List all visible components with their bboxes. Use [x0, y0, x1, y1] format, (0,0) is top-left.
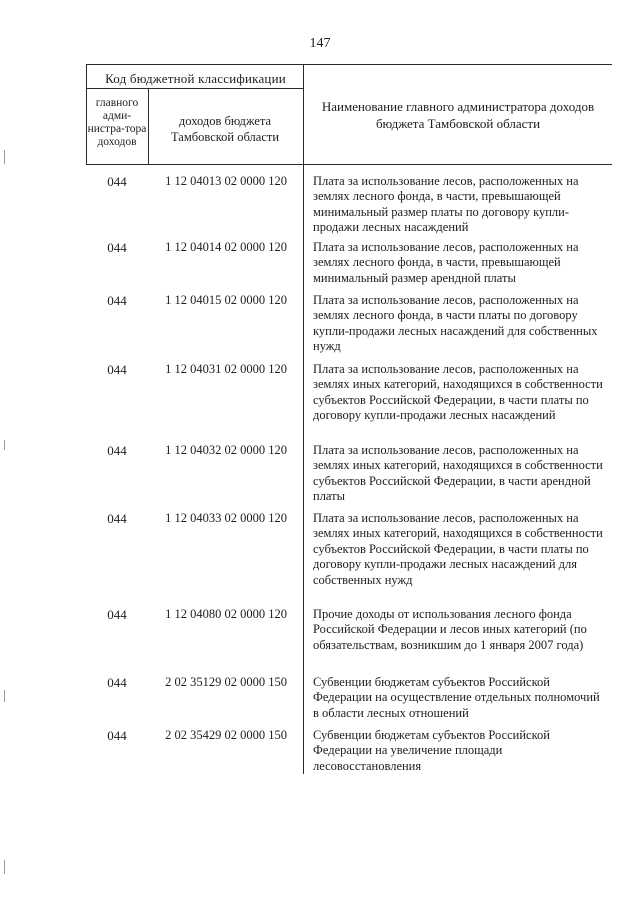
- income-code: 1 12 04013 02 0000 120: [165, 174, 287, 188]
- admin-code: 044: [107, 511, 127, 526]
- income-name: Плата за использование лесов, расположенных на землях лесного фонда, в части платы по договору купли-продажи лесных насаждений для собственных нужд: [313, 293, 598, 354]
- income-name: Плата за использование лесов, расположенных на землях иных категорий, находящихся в собственности субъектов Российской Федерации, в части арендной платы: [313, 443, 603, 504]
- admin-code: 044: [107, 728, 127, 743]
- income-name: Прочие доходы от использования лесного фонда Российской Федерации и лесов иных категорий (по обязательствам, возникшим до 1 января 2007 года): [313, 607, 587, 652]
- admin-code: 044: [107, 607, 127, 622]
- admin-code: 044: [107, 293, 127, 308]
- table-top-border: [86, 64, 612, 65]
- header-col-divider-1: [148, 88, 149, 165]
- admin-code: 044: [107, 174, 127, 189]
- admin-code: 044: [107, 443, 127, 458]
- income-code: 1 12 04032 02 0000 120: [165, 443, 287, 457]
- income-code: 1 12 04080 02 0000 120: [165, 607, 287, 621]
- income-code: 1 12 04031 02 0000 120: [165, 362, 287, 376]
- header-group-divider: [86, 88, 303, 89]
- admin-code: 044: [107, 240, 127, 255]
- table-col-divider-2: [303, 64, 304, 774]
- income-name: Субвенции бюджетам субъектов Российской Федерации на увеличение площади лесовосстановления: [313, 728, 550, 773]
- income-code: 1 12 04014 02 0000 120: [165, 240, 287, 254]
- income-name: Плата за использование лесов, расположенных на землях лесного фонда, в части, превышающей минимальный размер арендной платы: [313, 240, 579, 285]
- header-col-admin: главного адми-нистра-тора доходов: [87, 97, 147, 148]
- scan-margin-mark: [4, 440, 5, 450]
- income-name: Плата за использование лесов, расположенных на землях иных категорий, находящихся в собственности субъектов Российской Федерации, в части платы по договору купли-продажи лесных насаждений для собственных нужд: [313, 511, 603, 587]
- header-group-title: Код бюджетной классификации: [105, 71, 286, 86]
- income-code: 1 12 04033 02 0000 120: [165, 511, 287, 525]
- page-number: 147: [309, 36, 331, 51]
- scan-margin-mark: [4, 860, 5, 874]
- income-code: 1 12 04015 02 0000 120: [165, 293, 287, 307]
- header-col-income: доходов бюджета Тамбовской области: [170, 114, 280, 144]
- header-col-name: Наименование главного администратора доходов бюджета Тамбовской области: [321, 99, 595, 131]
- income-name: Плата за использование лесов, расположенных на землях иных категорий, находящихся в собственности субъектов Российской Федерации, в части платы по договору купли-продажи лесных насаждений: [313, 362, 603, 423]
- income-code: 2 02 35129 02 0000 150: [165, 675, 287, 689]
- income-name: Плата за использование лесов, расположенных на землях лесного фонда, в части, превышающей минимальный размер платы по договору купли-продажи лесных насаждений: [313, 174, 579, 235]
- income-name: Субвенции бюджетам субъектов Российской Федерации на осуществление отдельных полномочий в области лесных отношений: [313, 675, 600, 720]
- scan-margin-mark: [4, 150, 5, 164]
- header-bottom-border: [86, 164, 612, 165]
- scan-margin-mark: [4, 690, 5, 702]
- admin-code: 044: [107, 675, 127, 690]
- admin-code: 044: [107, 362, 127, 377]
- income-code: 2 02 35429 02 0000 150: [165, 728, 287, 742]
